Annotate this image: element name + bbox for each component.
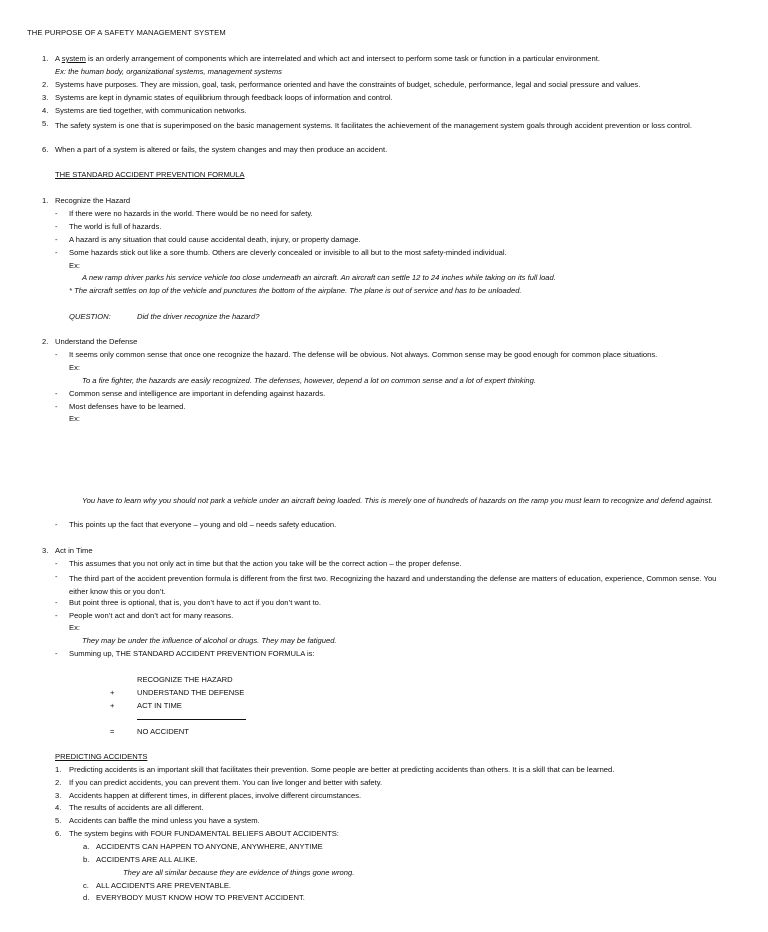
bullet-marker: - <box>55 350 58 359</box>
bullet-item: People won’t act and don’t act for many reasons. <box>69 611 234 620</box>
list-number: 4. <box>55 803 62 812</box>
belief-item: ACCIDENTS CAN HAPPEN TO ANYONE, ANYWHERE, ANYTIME <box>96 842 323 851</box>
bullet-item: Most defenses have to be learned. <box>69 402 186 411</box>
bullet-item: The third part of the accident prevention formula is different from the first two. Recognizing the hazard and understanding the defense are matters of education, experience, Common sense. You either know this or you don’t. <box>69 574 717 596</box>
predicting-item: Accidents can baffle the mind unless you have a system. <box>69 816 260 825</box>
formula-term: UNDERSTAND THE DEFENSE <box>137 688 245 697</box>
section-heading: PREDICTING ACCIDENTS <box>55 752 148 761</box>
question-label: QUESTION: <box>69 312 111 321</box>
bullet-item: Some hazards stick out like a sore thumb. Others are cleverly concealed or invisible to all but to the most safety-minded individual. <box>69 248 507 257</box>
predicting-item: Predicting accidents is an important skill that facilitates their prevention. Some people are better at predicting accidents than others. It is a skill that can be learned. <box>69 765 615 774</box>
bullet-marker: - <box>55 248 58 257</box>
list-number: 2. <box>42 337 49 346</box>
example-label: Ex: <box>69 623 80 632</box>
example-label: Ex: <box>69 261 80 270</box>
formula-operator: + <box>110 688 115 697</box>
predicting-item: If you can predict accidents, you can prevent them. You can live longer and better with safety. <box>69 778 383 787</box>
list-number: 3. <box>55 791 62 800</box>
predicting-item: Accidents happen at different times, in different places, involve different circumstances. <box>69 791 362 800</box>
list-number: 1. <box>42 54 49 63</box>
purpose-item: Systems are kept in dynamic states of equilibrium through feedback loops of information and control. <box>55 93 393 102</box>
example-text: A new ramp driver parks his service vehicle too close underneath an aircraft. An aircraft can settle 12 to 24 inches while taking on its full load. <box>82 273 556 282</box>
list-number: 6. <box>55 829 62 838</box>
purpose-item-1-example: Ex: the human body, organizational systems, management systems <box>55 67 282 76</box>
example-note: * The aircraft settles on top of the vehicle and punctures the bottom of the airplane. The plane is out of service and has to be unloaded. <box>69 286 522 295</box>
example-text: They may be under the influence of alcohol or drugs. They may be fatigued. <box>82 636 337 645</box>
belief-letter: c. <box>83 881 89 890</box>
subsection-heading: Recognize the Hazard <box>55 196 131 205</box>
list-number: 4. <box>42 106 49 115</box>
subsection-heading: Act in Time <box>55 546 93 555</box>
bullet-marker: - <box>55 559 58 568</box>
belief-item: ALL ACCIDENTS ARE PREVENTABLE. <box>96 881 232 890</box>
formula-term: ACT IN TIME <box>137 701 182 710</box>
purpose-item-1-text: is an orderly arrangement of components which are interrelated and which act and intersect to perform some task or function in a particular environment. <box>85 54 600 63</box>
predicting-item: The system begins with FOUR FUNDAMENTAL BELIEFS ABOUT ACCIDENTS: <box>69 829 339 838</box>
question-text: Did the driver recognize the hazard? <box>137 312 260 321</box>
formula-rule <box>137 719 246 720</box>
purpose-item-1 <box>55 54 600 64</box>
page-title: THE PURPOSE OF A SAFETY MANAGEMENT SYSTEM <box>27 28 226 37</box>
bullet-item: A hazard is any situation that could cause accidental death, injury, or property damage. <box>69 235 361 244</box>
formula-result: NO ACCIDENT <box>137 727 189 736</box>
example-label: Ex: <box>69 363 80 372</box>
subsection-heading: Understand the Defense <box>55 337 138 346</box>
purpose-item: Systems have purposes. They are mission, goal, task, performance oriented and have the constraints of budget, schedule, performance, legal and social pressure and values. <box>55 80 641 89</box>
list-number: 2. <box>42 80 49 89</box>
bullet-item: This points up the fact that everyone – young and old – needs safety education. <box>69 520 337 529</box>
bullet-marker: - <box>55 389 58 398</box>
bullet-marker: - <box>55 649 58 658</box>
bullet-marker: - <box>55 222 58 231</box>
purpose-item: The safety system is one that is superimposed on the basic management systems. It facilitates the achievement of the management system goals through accident prevention or loss control. <box>55 121 692 130</box>
list-number: 5. <box>42 119 49 128</box>
bullet-item: It seems only common sense that once one recognize the hazard. The defense will be obvious. Not always. Common sense may be good enough for common place situations. <box>69 350 658 359</box>
bullet-item: If there were no hazards in the world. There would be no need for safety. <box>69 209 313 218</box>
list-number: 2. <box>55 778 62 787</box>
section-heading: THE STANDARD ACCIDENT PREVENTION FORMULA <box>55 170 245 179</box>
list-number: 3. <box>42 93 49 102</box>
example-label: Ex: <box>69 414 80 423</box>
bullet-marker: - <box>55 402 58 411</box>
bullet-marker: - <box>55 598 58 607</box>
formula-term: RECOGNIZE THE HAZARD <box>137 675 233 684</box>
bullet-item: But point three is optional, that is, you don’t have to act if you don’t want to. <box>69 598 322 607</box>
belief-letter: b. <box>83 855 90 864</box>
belief-letter: a. <box>83 842 90 851</box>
list-number: 1. <box>55 765 62 774</box>
belief-item: EVERYBODY MUST KNOW HOW TO PREVENT ACCIDENT. <box>96 893 305 902</box>
bullet-marker: - <box>55 209 58 218</box>
bullet-marker: - <box>55 235 58 244</box>
list-number: 6. <box>42 145 49 154</box>
bullet-item: Summing up, THE STANDARD ACCIDENT PREVENTION FORMULA is: <box>69 649 315 658</box>
example-text: To a fire fighter, the hazards are easily recognized. The defenses, however, depend a lot on common sense and a lot of expert thinking. <box>82 376 536 385</box>
belief-letter: d. <box>83 893 90 902</box>
bullet-item: The world is full of hazards. <box>69 222 162 231</box>
belief-note: They are all similar because they are evidence of things gone wrong. <box>123 868 355 877</box>
purpose-item: Systems are tied together, with communication networks. <box>55 106 247 115</box>
example-text: You have to learn why you should not park a vehicle under an aircraft being loaded. This is merely one of hundreds of hazards on the ramp you must learn to recognize and defend against. <box>82 496 713 505</box>
list-number: 3. <box>42 546 49 555</box>
list-number: 5. <box>55 816 62 825</box>
list-number: 1. <box>42 196 49 205</box>
bullet-item: This assumes that you not only act in time but that the action you take will be the correct action – the proper defense. <box>69 559 462 568</box>
purpose-item-1-lead: A <box>55 54 62 63</box>
purpose-item: When a part of a system is altered or fails, the system changes and may then produce an accident. <box>55 145 388 154</box>
formula-operator: = <box>110 727 115 736</box>
bullet-item: Common sense and intelligence are important in defending against hazards. <box>69 389 326 398</box>
belief-item: ACCIDENTS ARE ALL ALIKE. <box>96 855 198 864</box>
bullet-marker: - <box>55 520 58 529</box>
predicting-item: The results of accidents are all different. <box>69 803 204 812</box>
bullet-marker: - <box>55 572 58 581</box>
purpose-item-1-term: system <box>61 54 86 63</box>
bullet-marker: - <box>55 611 58 620</box>
formula-operator: + <box>110 701 115 710</box>
